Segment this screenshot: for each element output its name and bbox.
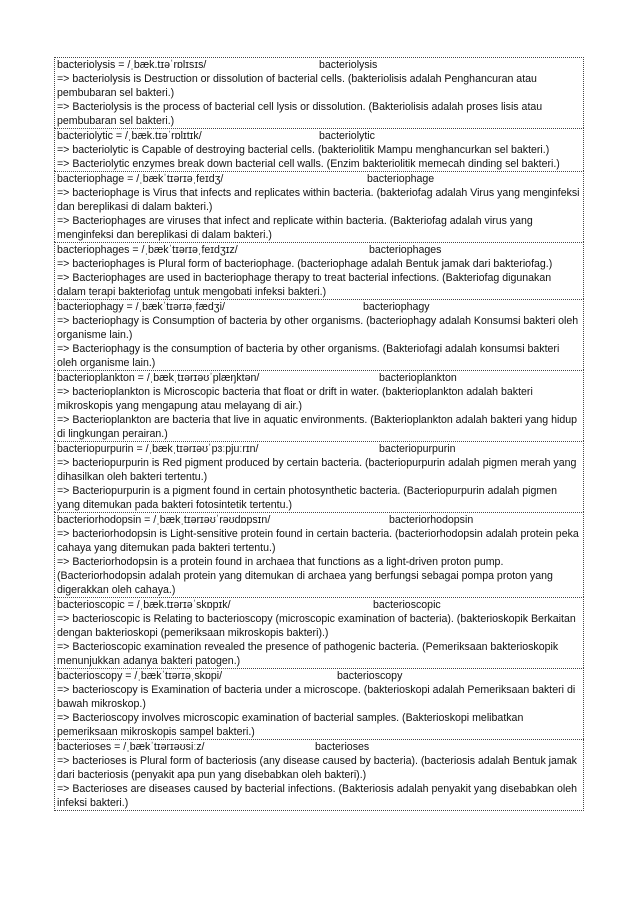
definition-line: => bacteriorhodopsin is Light-sensitive protein found in certain bacteria. (bacteriorhodopsin adalah protein peka cahaya yang ditemukan pada bakteri tertentu.) <box>57 528 579 554</box>
entry-header <box>57 58 582 72</box>
definition-line: => bacterioscopic is Relating to bacterioscopy (microscopic examination of bacteria). (bakterioskopik Berkaitan dengan bakterioskopi (pemeriksaan mikroskopis bakteri).) <box>57 613 576 639</box>
definition-line: => bacteriolytic is Capable of destroying bacterial cells. (bakteriolitik Mampu menghancurkan sel bakteri.) <box>57 144 550 156</box>
example-line: => Bacteriolysis is the process of bacterial cell lysis or dissolution. (Bakteriolisis adalah proses lisis atau pembubaran sel bakteri.) <box>57 101 543 127</box>
entry-bacteriolytic <box>54 128 584 171</box>
headword: bacteriophages <box>369 244 442 256</box>
example-line: => Bacteriolytic enzymes break down bacterial cell walls. (Enzim bakteriolitik memecah dinding sel bakteri.) <box>57 158 560 170</box>
entry-bacterioses <box>54 739 584 811</box>
headword: bacterioscopic <box>373 599 441 611</box>
entry-header <box>57 442 582 456</box>
definition-line: => bacteriolysis is Destruction or dissolution of bacterial cells. (bakteriolisis adalah Penghancuran atau pembubaran sel bakteri.) <box>57 73 537 99</box>
pronunciation: bacteriophages = /ˌbækˈtɪərɪəˌfeɪdʒɪz/ <box>57 244 238 256</box>
entry-bacteriopurpurin <box>54 441 584 512</box>
entry-bacteriophagy <box>54 299 584 370</box>
headword: bacteriophage <box>367 173 435 185</box>
entry-header <box>57 300 582 314</box>
entry-header <box>57 243 582 257</box>
entry-bacterioscopic <box>54 597 584 668</box>
example-line: => Bacteriophagy is the consumption of bacteria by other organisms. (Bakteriofagi adalah konsumsi bakteri oleh organisme lain.) <box>57 343 560 369</box>
definition-line: => bacteriophagy is Consumption of bacteria by other organisms. (bacteriophagy adalah Konsumsi bakteri oleh organisme lain.) <box>57 315 579 341</box>
pronunciation: bacteriorhodopsin = /ˌbækˌtɪərɪəʊˈrəʊdɒpsɪn/ <box>57 514 271 526</box>
pronunciation: bacteriophagy = /ˌbækˈtɪərɪəˌfædʒi/ <box>57 301 225 313</box>
definition-line: => bacteriophage is Virus that infects and replicates within bacteria. (bakteriofag adalah Virus yang menginfeksi dan bereplikasi di dalam bakteri.) <box>57 187 580 213</box>
pronunciation: bacterioscopy = /ˌbækˈtɪərɪəˌskɒpi/ <box>57 670 223 682</box>
entry-header <box>57 740 582 754</box>
headword: bacteriophagy <box>363 301 430 313</box>
headword: bacterioscopy <box>337 670 403 682</box>
example-line: => Bacteriorhodopsin is a protein found in archaea that functions as a light-driven proton pump. (Bacteriorhodopsin adalah protein yang ditemukan di archaea yang berfungsi sebagai pompa proton yang digerakkan oleh cahaya.) <box>57 556 553 596</box>
pronunciation: bacterioscopic = /ˌbæk.tɪərɪəˈskɒpɪk/ <box>57 599 231 611</box>
entry-bacterioplankton <box>54 370 584 441</box>
entry-bacteriophage <box>54 171 584 242</box>
definition-line: => bacteriopurpurin is Red pigment produced by certain bacteria. (bacteriopurpurin adalah pigmen merah yang dihasilkan oleh bakteri tertentu.) <box>57 457 577 483</box>
entry-bacteriophages <box>54 242 584 299</box>
headword: bacteriolysis <box>319 59 378 71</box>
example-line: => Bacteriopurpurin is a pigment found in certain photosynthetic bacteria. (Bacteriopurpurin adalah pigmen yang ditemukan pada bakteri fotosintetik tertentu.) <box>57 485 557 511</box>
pronunciation: bacteriopurpurin = /ˌbækˌtɪərɪəʊˈpɜːpjuːrɪn/ <box>57 443 259 455</box>
entry-bacterioscopy <box>54 668 584 739</box>
example-line: => Bacterioscopy involves microscopic examination of bacterial samples. (Bakterioskopi melibatkan pemeriksaan mikroskopis sampel bakteri.) <box>57 712 524 738</box>
pronunciation: bacteriolysis = /ˌbæk.tɪəˈrɒlɪsɪs/ <box>57 59 207 71</box>
pronunciation: bacteriolytic = /ˌbæk.tɪəˈrɒlɪtɪk/ <box>57 130 202 142</box>
headword: bacteriorhodopsin <box>389 514 474 526</box>
entry-bacteriolysis <box>54 57 584 128</box>
example-line: => Bacteriophages are used in bacteriophage therapy to treat bacterial infections. (Bakteriofag digunakan dalam terapi bakteriofag untuk mengobati infeksi bakteri.) <box>57 272 552 298</box>
example-line: => Bacterioplankton are bacteria that live in aquatic environments. (Bakterioplankton adalah bakteri yang hidup di lingkungan perairan.) <box>57 414 578 440</box>
headword: bacteriolytic <box>319 130 375 142</box>
example-line: => Bacteriophages are viruses that infect and replicate within bacteria. (Bakteriofag adalah virus yang menginfeksi dan bereplikasi di dalam bakteri.) <box>57 215 533 241</box>
definition-line: => bacterioses is Plural form of bacteriosis (any disease caused by bacteria). (bacteriosis adalah Bentuk jamak dari bacteriosis (penyakit apa pun yang disebabkan oleh bakteri).) <box>57 755 577 781</box>
definition-line: => bacterioscopy is Examination of bacteria under a microscope. (bakterioskopi adalah Pemeriksaan bakteri di bawah mikroskop.) <box>57 684 576 710</box>
headword: bacterioplankton <box>379 372 457 384</box>
pronunciation: bacteriophage = /ˌbækˈtɪərɪəˌfeɪdʒ/ <box>57 173 224 185</box>
entry-header <box>57 598 582 612</box>
pronunciation: bacterioses = /ˌbækˈtɪərɪəʊsiːz/ <box>57 741 205 753</box>
headword: bacteriopurpurin <box>379 443 456 455</box>
entry-header <box>57 669 582 683</box>
definition-line: => bacteriophages is Plural form of bacteriophage. (bacteriophage adalah Bentuk jamak dari bakteriofag.) <box>57 258 553 270</box>
example-line: => Bacterioscopic examination revealed the presence of pathogenic bacteria. (Pemeriksaan bakterioskopik menunjukkan adanya bakteri patogen.) <box>57 641 559 667</box>
entry-header <box>57 371 582 385</box>
entry-header <box>57 129 582 143</box>
entry-header <box>57 513 582 527</box>
entry-header <box>57 172 582 186</box>
entry-bacteriorhodopsin <box>54 512 584 597</box>
dictionary-page <box>54 57 584 811</box>
headword: bacterioses <box>315 741 370 753</box>
definition-line: => bacterioplankton is Microscopic bacteria that float or drift in water. (bakterioplankton adalah bakteri mikroskopis yang mengapung atau melayang di air.) <box>57 386 533 412</box>
pronunciation: bacterioplankton = /ˌbækˌtɪərɪəʊˈplæŋktən/ <box>57 372 260 384</box>
example-line: => Bacterioses are diseases caused by bacterial infections. (Bakteriosis adalah penyakit yang disebabkan oleh infeksi bakteri.) <box>57 783 577 809</box>
